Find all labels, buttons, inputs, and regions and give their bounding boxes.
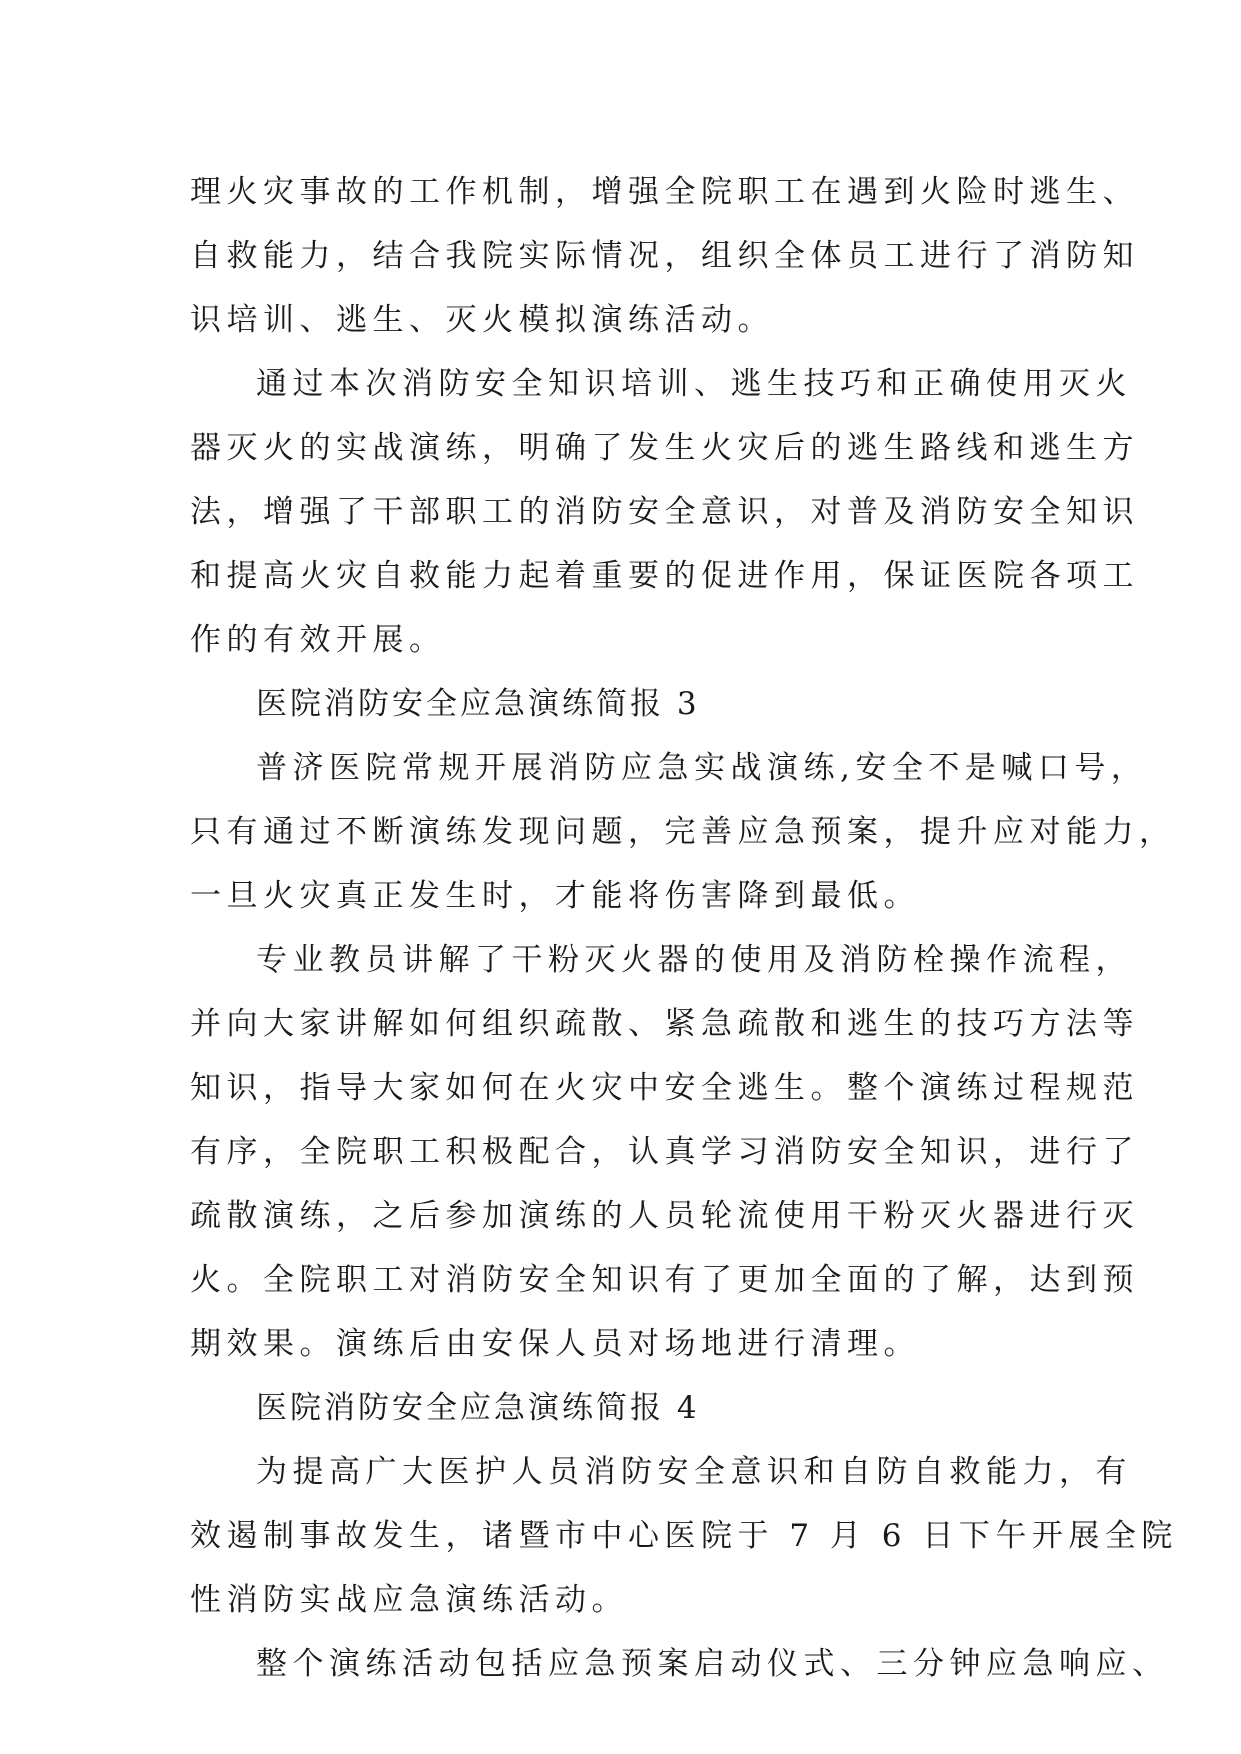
text-line: 法，增强了干部职工的消防安全意识，对普及消防安全知识 <box>190 494 1139 530</box>
text-line: 疏散演练，之后参加演练的人员轮流使用干粉灭火器进行灭 <box>190 1198 1139 1234</box>
text-line: 专业教员讲解了干粉灭火器的使用及消防栓操作流程， <box>256 942 1132 978</box>
text-line: 识培训、逃生、灭火模拟演练活动。 <box>190 302 774 338</box>
text-line: 期效果。演练后由安保人员对场地进行清理。 <box>190 1326 920 1362</box>
text-line: 普济医院常规开展消防应急实战演练,安全不是喊口号， <box>256 750 1148 786</box>
text-line: 作的有效开展。 <box>190 622 446 658</box>
text-line: 性消防实战应急演练活动。 <box>190 1582 628 1618</box>
text-line: 为提高广大医护人员消防安全意识和自防自救能力，有 <box>256 1454 1132 1490</box>
text-line: 器灭火的实战演练，明确了发生火灾后的逃生路线和逃生方 <box>190 430 1139 466</box>
text-line: 整个演练活动包括应急预案启动仪式、三分钟应急响应、 <box>256 1646 1169 1682</box>
text-line: 只有通过不断演练发现问题，完善应急预案，提升应对能力， <box>190 814 1176 850</box>
text-line: 有序，全院职工积极配合，认真学习消防安全知识，进行了 <box>190 1134 1139 1170</box>
section-heading: 医院消防安全应急演练简报 3 <box>256 686 700 722</box>
text-line: 通过本次消防安全知识培训、逃生技巧和正确使用灭火 <box>256 366 1132 402</box>
section-heading: 医院消防安全应急演练简报 4 <box>256 1390 700 1426</box>
document-body <box>190 160 1178 1696</box>
text-line: 效遏制事故发生，诸暨市中心医院于 7 月 6 日下午开展全院 <box>190 1518 1178 1554</box>
text-line: 并向大家讲解如何组织疏散、紧急疏散和逃生的技巧方法等 <box>190 1006 1139 1042</box>
text-line: 和提高火灾自救能力起着重要的促进作用，保证医院各项工 <box>190 558 1139 594</box>
text-line: 理火灾事故的工作机制，增强全院职工在遇到火险时逃生、 <box>190 174 1139 210</box>
text-line: 火。全院职工对消防安全知识有了更加全面的了解，达到预 <box>190 1262 1139 1298</box>
text-line: 知识，指导大家如何在火灾中安全逃生。整个演练过程规范 <box>190 1070 1139 1106</box>
text-line: 自救能力，结合我院实际情况，组织全体员工进行了消防知 <box>190 238 1139 274</box>
text-line: 一旦火灾真正发生时，才能将伤害降到最低。 <box>190 878 920 914</box>
